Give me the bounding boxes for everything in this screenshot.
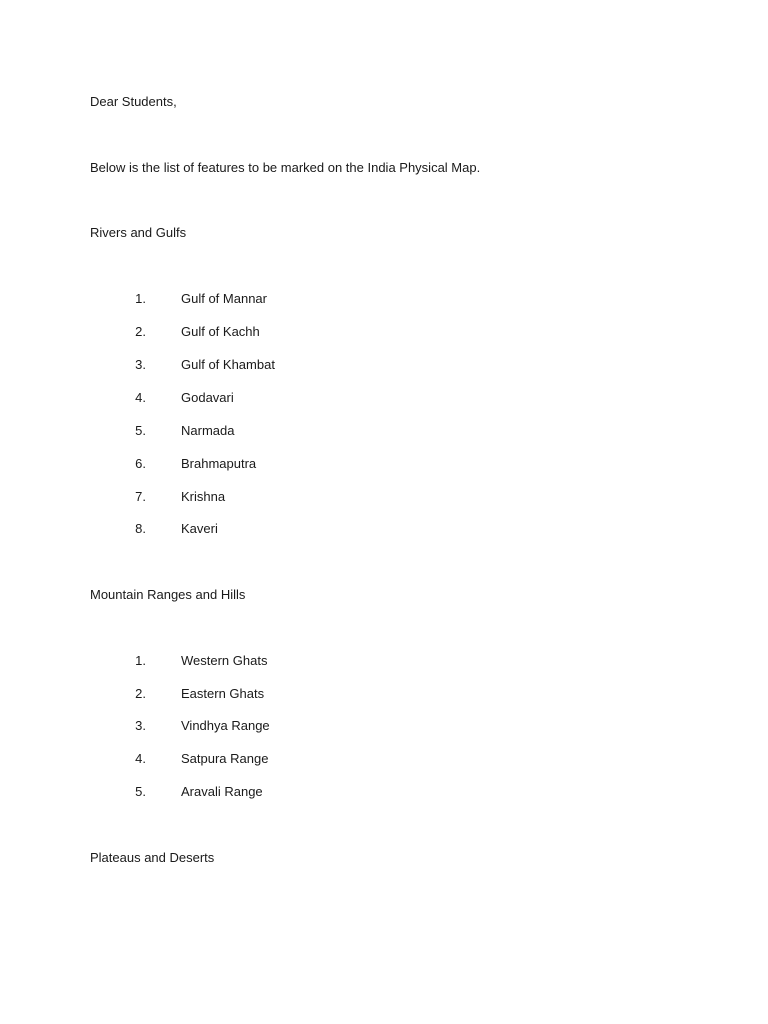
section-heading-mountains: Mountain Ranges and Hills: [90, 587, 246, 602]
list-item: Gulf of Khambat: [181, 357, 275, 372]
list-number: 1.: [135, 291, 146, 306]
list-number: 3.: [135, 357, 146, 372]
list-number: 7.: [135, 489, 146, 504]
list-item: Gulf of Mannar: [181, 291, 267, 306]
list-item: Gulf of Kachh: [181, 324, 260, 339]
list-item: Brahmaputra: [181, 456, 257, 471]
list-item: Narmada: [181, 423, 235, 438]
intro-paragraph: Below is the list of features to be marked on the India Physical Map.: [90, 160, 481, 175]
greeting: Dear Students,: [90, 94, 177, 109]
list-number: 2.: [135, 324, 146, 339]
list-item: Godavari: [181, 390, 234, 405]
list-item: Aravali Range: [181, 784, 263, 799]
list-item: Western Ghats: [181, 653, 268, 668]
list-number: 2.: [135, 686, 146, 701]
list-item: Kaveri: [181, 521, 218, 536]
list-number: 6.: [135, 456, 146, 471]
list-item: Eastern Ghats: [181, 686, 265, 701]
list-item: Satpura Range: [181, 751, 269, 766]
list-number: 4.: [135, 751, 146, 766]
list-item: Vindhya Range: [181, 718, 270, 733]
section-heading-plateaus: Plateaus and Deserts: [90, 850, 215, 865]
list-item: Krishna: [181, 489, 226, 504]
list-number: 4.: [135, 390, 146, 405]
list-number: 1.: [135, 653, 146, 668]
list-number: 3.: [135, 718, 146, 733]
list-number: 8.: [135, 521, 146, 536]
list-number: 5.: [135, 784, 146, 799]
list-number: 5.: [135, 423, 146, 438]
section-heading-rivers: Rivers and Gulfs: [90, 225, 187, 240]
